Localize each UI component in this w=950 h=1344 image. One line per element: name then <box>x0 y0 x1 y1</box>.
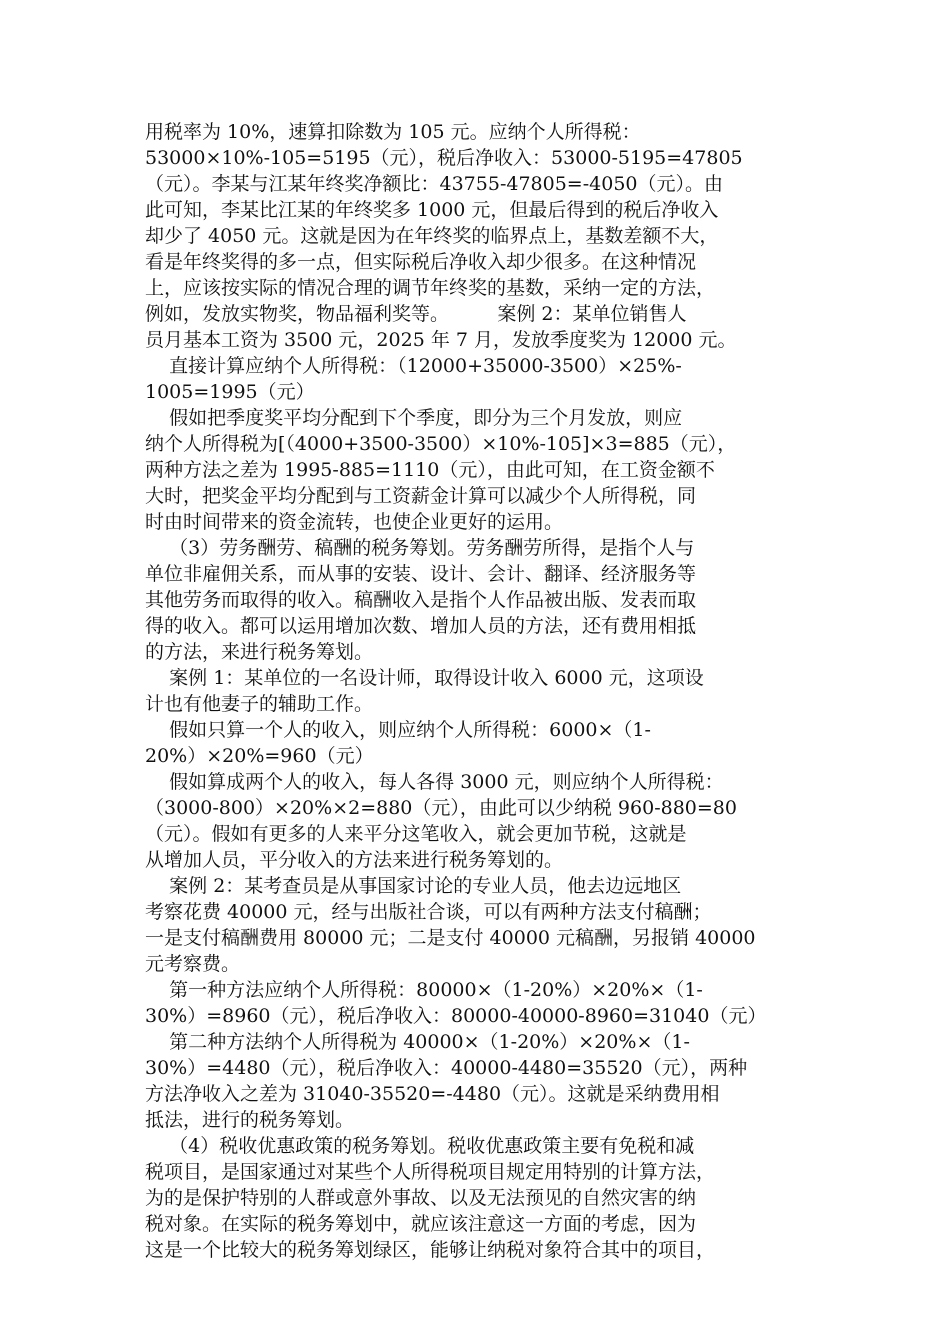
text-line: （3）劳务酬劳、稿酬的税务筹划。劳务酬劳所得，是指个人与 <box>145 537 695 559</box>
text-line: 大时，把奖金平均分配到与工资薪金计算可以减少个人所得税，同 <box>145 485 697 507</box>
text-line: 假如算成两个人的收入，每人各得 3000 元，则应纳个人所得税： <box>145 771 724 793</box>
text-line: 纳个人所得税为[（4000+3500-3500）×10%-105]×3=885（元）， <box>145 433 737 455</box>
text-line: （4）税收优惠政策的税务筹划。税收优惠政策主要有免税和减 <box>145 1135 695 1157</box>
text-line: 上，应该按实际的情况合理的调节年终奖的基数，采纳一定的方法， <box>145 277 716 299</box>
text-line: 考察花费 40000 元，经与出版社合谈，可以有两种方法支付稿酬； <box>145 901 712 923</box>
text-line: 20%）×20%=960（元） <box>145 745 374 767</box>
text-line: 两种方法之差为 1995-885=1110（元），由此可知，在工资金额不 <box>145 459 715 481</box>
text-line: 直接计算应纳个人所得税：（12000+35000-3500）×25%- <box>145 355 682 377</box>
text-line: 税对象。在实际的税务筹划中，就应该注意这一方面的考虑，因为 <box>145 1213 697 1235</box>
text-line: 30%）=8960（元），税后净收入：80000-40000-8960=31040（元） <box>145 1005 767 1027</box>
text-line: 时由时间带来的资金流转，也使企业更好的运用。 <box>145 511 564 533</box>
text-line: 53000×10%-105=5195（元），税后净收入：53000-5195=47805 <box>145 147 743 169</box>
text-line: 假如只算一个人的收入，则应纳个人所得税：6000×（1- <box>145 719 651 741</box>
text-line: （元）。李某与江某年终奖净额比：43755-47805=-4050（元）。由 <box>145 173 723 195</box>
text-line: 30%）=4480（元），税后净收入：40000-4480=35520（元），两种 <box>145 1057 748 1079</box>
text-line: 案例 2：某考查员是从事国家讨论的专业人员，他去边远地区 <box>145 875 682 897</box>
text-line: 的方法，来进行税务筹划。 <box>145 641 374 663</box>
text-line: 1005=1995（元） <box>145 381 315 403</box>
text-line: 从增加人员，平分收入的方法来进行税务筹划的。 <box>145 849 564 871</box>
text-line: 看是年终奖得的多一点，但实际税后净收入却少很多。在这种情况 <box>145 251 697 273</box>
text-line: 为的是保护特别的人群或意外事故、以及无法预见的自然灾害的纳 <box>145 1187 697 1209</box>
text-line: 第一种方法应纳个人所得税：80000×（1-20%）×20%×（1- <box>145 979 703 1001</box>
text-line: 方法净收入之差为 31040-35520=-4480（元）。这就是采纳费用相 <box>145 1083 720 1105</box>
text-line: 假如把季度奖平均分配到下个季度，即分为三个月发放，则应 <box>145 407 683 429</box>
text-line: 单位非雇佣关系，而从事的安装、设计、会计、翻译、经济服务等 <box>145 563 697 585</box>
text-line: 一是支付稿酬费用 80000 元；二是支付 40000 元稿酬，另报销 40000 <box>145 927 756 949</box>
text-line: 其他劳务而取得的收入。稿酬收入是指个人作品被出版、发表而取 <box>145 589 697 611</box>
text-line: 用税率为 10%，速算扣除数为 105 元。应纳个人所得税： <box>145 121 641 143</box>
text-line: 计也有他妻子的辅助工作。 <box>145 693 374 715</box>
text-line: 税项目，是国家通过对某些个人所得税项目规定用特别的计算方法， <box>145 1161 716 1183</box>
text-line: 例如，发放实物奖，物品福利奖等。 案例 2：某单位销售人 <box>145 303 687 325</box>
text-line: 元考察费。 <box>145 953 241 975</box>
text-line: 案例 1：某单位的一名设计师，取得设计收入 6000 元，这项设 <box>145 667 704 689</box>
text-line: 抵法，进行的税务筹划。 <box>145 1109 355 1131</box>
text-line: 第二种方法纳个人所得税为 40000×（1-20%）×20%×（1- <box>145 1031 690 1053</box>
text-line: （元）。假如有更多的人来平分这笔收入，就会更加节税，这就是 <box>145 823 687 845</box>
text-line: 此可知，李某比江某的年终奖多 1000 元，但最后得到的税后净收入 <box>145 199 719 221</box>
text-line: 员月基本工资为 3500 元，2025 年 7 月，发放季度奖为 12000 元。 <box>145 329 737 351</box>
text-line: 这是一个比较大的税务筹划绿区，能够让纳税对象符合其中的项目， <box>145 1239 716 1261</box>
text-line: （3000-800）×20%×2=880（元），由此可以少纳税 960-880=80 <box>145 797 737 819</box>
text-line: 却少了 4050 元。这就是因为在年终奖的临界点上，基数差额不大， <box>145 225 719 247</box>
text-line: 得的收入。都可以运用增加次数、增加人员的方法，还有费用相抵 <box>145 615 697 637</box>
